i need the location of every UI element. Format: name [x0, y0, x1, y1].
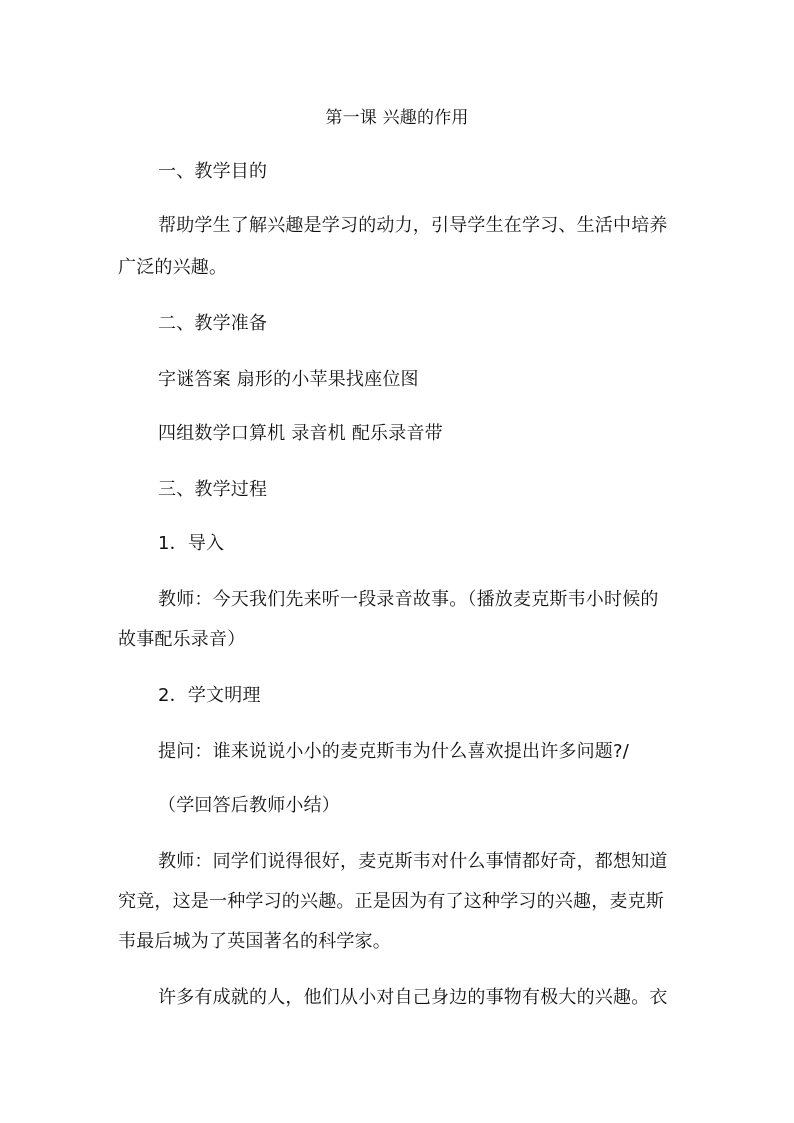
section-heading-preparation: 二、教学准备: [158, 313, 268, 334]
answer-note-line: （学回答后教师小结）: [158, 795, 340, 816]
step-1-heading: 1．导入: [158, 533, 225, 554]
step-2-heading: 2．学文明理: [158, 685, 261, 706]
document-title: 第一课 兴趣的作用: [325, 108, 469, 128]
summary-paragraph-line-3: 韦最后城为了英国著名的科学家。: [118, 931, 391, 952]
step-1-paragraph-line-2: 故事配乐录音）: [118, 629, 246, 650]
section-heading-process: 三、教学过程: [158, 479, 268, 500]
preparation-line-2: 四组数学口算机 录音机 配乐录音带: [158, 423, 443, 444]
step-1-paragraph-line-1: 教师：今天我们先来听一段录音故事。（播放麦克斯韦小时候的: [158, 589, 659, 610]
section-heading-goal: 一、教学目的: [158, 161, 268, 182]
goal-paragraph-line-1: 帮助学生了解兴趣是学习的动力，引导学生在学习、生活中培养: [158, 215, 668, 236]
summary-paragraph-line-2: 究竟，这是一种学习的兴趣。正是因为有了这种学习的兴趣，麦克斯: [118, 891, 664, 912]
summary-paragraph-line-1: 教师：同学们说得很好，麦克斯韦对什么事情都好奇，都想知道: [158, 851, 668, 872]
last-paragraph-line-1: 许多有成就的人，他们从小对自己身边的事物有极大的兴趣。衣: [158, 987, 668, 1008]
question-line: 提问：谁来说说小小的麦克斯韦为什么喜欢提出许多问题?/: [158, 741, 630, 762]
preparation-line-1: 字谜答案 扇形的小苹果找座位图: [158, 369, 419, 390]
goal-paragraph-line-2: 广泛的兴趣。: [118, 257, 228, 278]
